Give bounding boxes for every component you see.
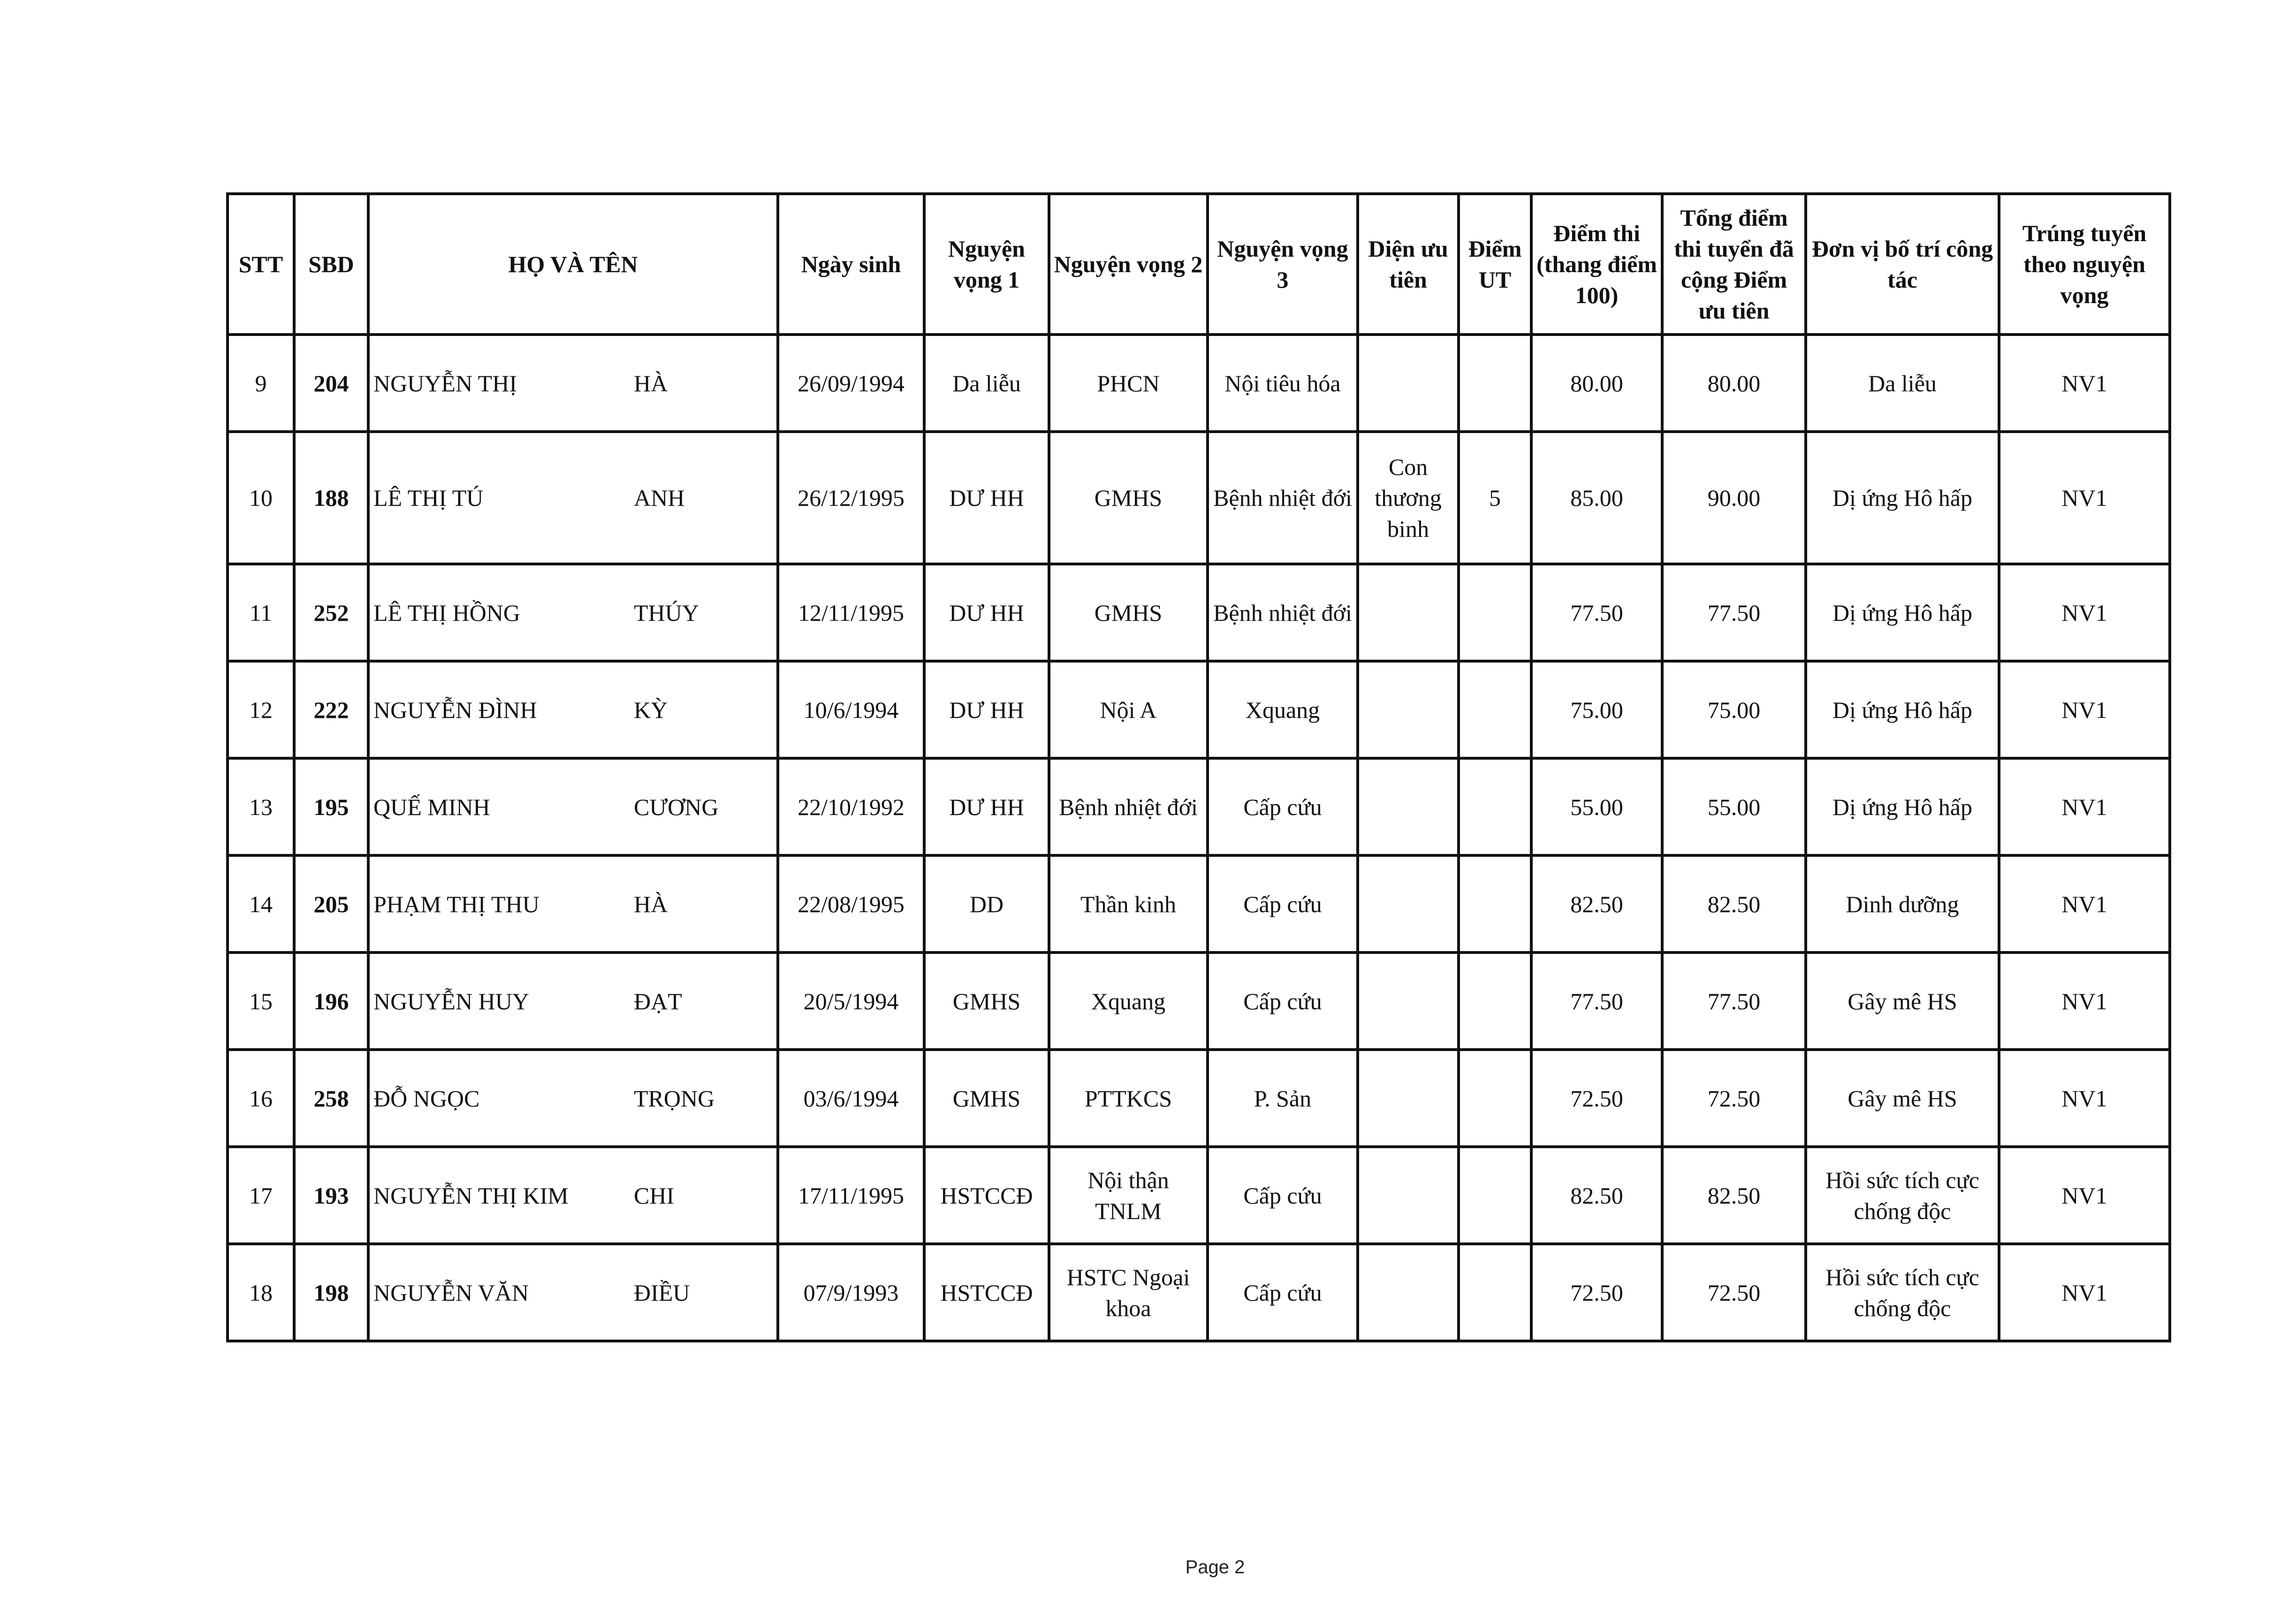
cell-priority-points [1459, 1050, 1531, 1147]
given-name: HÀ [634, 370, 668, 396]
given-name: CHI [634, 1182, 675, 1209]
cell-priority-category [1358, 855, 1459, 952]
cell-full-name [368, 855, 778, 952]
cell-date-of-birth: 03/6/1994 [778, 1050, 924, 1147]
cell-total-score: 82.50 [1662, 855, 1806, 952]
cell-choice-1: DƯ HH [924, 432, 1049, 564]
cell-exam-score: 77.50 [1531, 564, 1662, 661]
table-row [228, 661, 2170, 758]
given-name: TRỌNG [634, 1085, 715, 1112]
cell-assigned-unit: Gây mê HS [1806, 952, 1999, 1050]
cell-admitted-choice: NV1 [1999, 564, 2170, 661]
cell-exam-score: 72.50 [1531, 1050, 1662, 1147]
cell-total-score: 77.50 [1662, 952, 1806, 1050]
cell-choice-2: Xquang [1049, 952, 1208, 1050]
given-name: ANH [634, 485, 685, 511]
cell-choice-1: DƯ HH [924, 661, 1049, 758]
cell-choice-3: Cấp cứu [1208, 1147, 1358, 1244]
table-row [228, 952, 2170, 1050]
family-name: NGUYỄN HUY [373, 988, 529, 1014]
cell-full-name [368, 1050, 778, 1147]
header-admitted-choice: Trúng tuyển theo nguyện vọng [1999, 194, 2170, 335]
cell-full-name [368, 758, 778, 855]
cell-sbd: 222 [294, 661, 368, 758]
family-name: ĐỖ NGỌC [373, 1085, 480, 1112]
cell-full-name [368, 432, 778, 564]
cell-choice-1: DD [924, 855, 1049, 952]
cell-admitted-choice: NV1 [1999, 1050, 2170, 1147]
cell-priority-category [1358, 1244, 1459, 1341]
cell-admitted-choice: NV1 [1999, 855, 2170, 952]
family-name: NGUYỄN THỊ KIM [373, 1182, 569, 1209]
cell-full-name [368, 1244, 778, 1341]
family-name: NGUYỄN ĐÌNH [373, 696, 537, 723]
cell-priority-category [1358, 1147, 1459, 1244]
cell-priority-category [1358, 952, 1459, 1050]
cell-choice-3: Nội tiêu hóa [1208, 335, 1358, 432]
cell-admitted-choice: NV1 [1999, 661, 2170, 758]
family-name: PHẠM THỊ THU [373, 891, 540, 917]
cell-assigned-unit: Dị ứng Hô hấp [1806, 564, 1999, 661]
cell-total-score: 72.50 [1662, 1050, 1806, 1147]
header-full-name: HỌ VÀ TÊN [368, 194, 778, 335]
cell-date-of-birth: 26/09/1994 [778, 335, 924, 432]
cell-sbd: 188 [294, 432, 368, 564]
cell-priority-category [1358, 564, 1459, 661]
header-choice-2: Nguyện vọng 2 [1049, 194, 1208, 335]
cell-exam-score: 82.50 [1531, 1147, 1662, 1244]
cell-exam-score: 82.50 [1531, 855, 1662, 952]
cell-date-of-birth: 10/6/1994 [778, 661, 924, 758]
page-number: Page 2 [1185, 1557, 1245, 1577]
cell-assigned-unit: Dinh dưỡng [1806, 855, 1999, 952]
given-name: KỲ [634, 696, 668, 723]
family-name: QUẾ MINH [373, 793, 490, 820]
cell-exam-score: 85.00 [1531, 432, 1662, 564]
cell-sbd: 252 [294, 564, 368, 661]
given-name: HÀ [634, 891, 668, 917]
results-table [226, 192, 2171, 1342]
cell-stt: 17 [228, 1147, 294, 1244]
cell-choice-2: Thần kinh [1049, 855, 1208, 952]
cell-total-score: 80.00 [1662, 335, 1806, 432]
header-stt: STT [228, 194, 294, 335]
cell-stt: 13 [228, 758, 294, 855]
cell-stt: 18 [228, 1244, 294, 1341]
cell-choice-3: Bệnh nhiệt đới [1208, 564, 1358, 661]
cell-priority-points [1459, 1244, 1531, 1341]
cell-priority-category: Con thương binh [1358, 432, 1459, 564]
cell-date-of-birth: 20/5/1994 [778, 952, 924, 1050]
cell-sbd: 196 [294, 952, 368, 1050]
cell-sbd: 195 [294, 758, 368, 855]
header-priority-points: Điểm UT [1459, 194, 1531, 335]
cell-admitted-choice: NV1 [1999, 1244, 2170, 1341]
given-name: THÚY [634, 599, 699, 626]
cell-choice-2: GMHS [1049, 564, 1208, 661]
table-row [228, 758, 2170, 855]
header-sbd: SBD [294, 194, 368, 335]
cell-full-name [368, 661, 778, 758]
cell-priority-points [1459, 335, 1531, 432]
header-date-of-birth: Ngày sinh [778, 194, 924, 335]
header-choice-1: Nguyện vọng 1 [924, 194, 1049, 335]
given-name: ĐIỀU [634, 1279, 690, 1306]
header-exam-score: Điểm thi (thang điểm 100) [1531, 194, 1662, 335]
family-name: LÊ THỊ HỒNG [373, 599, 520, 626]
cell-sbd: 193 [294, 1147, 368, 1244]
cell-full-name [368, 564, 778, 661]
cell-choice-2: HSTC Ngoại khoa [1049, 1244, 1208, 1341]
header-priority-category: Diện ưu tiên [1358, 194, 1459, 335]
cell-total-score: 55.00 [1662, 758, 1806, 855]
cell-choice-1: GMHS [924, 1050, 1049, 1147]
cell-assigned-unit: Gây mê HS [1806, 1050, 1999, 1147]
cell-choice-3: Cấp cứu [1208, 758, 1358, 855]
cell-choice-1: HSTCCĐ [924, 1147, 1049, 1244]
cell-stt: 11 [228, 564, 294, 661]
cell-assigned-unit: Hồi sức tích cực chống độc [1806, 1244, 1999, 1341]
cell-exam-score: 77.50 [1531, 952, 1662, 1050]
cell-stt: 9 [228, 335, 294, 432]
table-row [228, 1147, 2170, 1244]
cell-choice-2: PHCN [1049, 335, 1208, 432]
cell-choice-2: Nội A [1049, 661, 1208, 758]
cell-stt: 10 [228, 432, 294, 564]
cell-priority-category [1358, 758, 1459, 855]
cell-date-of-birth: 17/11/1995 [778, 1147, 924, 1244]
cell-stt: 12 [228, 661, 294, 758]
header-total-score: Tổng điểm thi tuyển đã cộng Điểm ưu tiên [1662, 194, 1806, 335]
cell-choice-1: Da liễu [924, 335, 1049, 432]
cell-admitted-choice: NV1 [1999, 758, 2170, 855]
cell-admitted-choice: NV1 [1999, 335, 2170, 432]
cell-admitted-choice: NV1 [1999, 952, 2170, 1050]
given-name: CƯƠNG [634, 793, 719, 820]
cell-date-of-birth: 07/9/1993 [778, 1244, 924, 1341]
cell-priority-points [1459, 661, 1531, 758]
cell-full-name [368, 335, 778, 432]
cell-stt: 16 [228, 1050, 294, 1147]
given-name: ĐẠT [634, 988, 682, 1014]
cell-date-of-birth: 26/12/1995 [778, 432, 924, 564]
header-assigned-unit: Đơn vị bố trí công tác [1806, 194, 1999, 335]
cell-total-score: 90.00 [1662, 432, 1806, 564]
cell-priority-points [1459, 952, 1531, 1050]
cell-stt: 15 [228, 952, 294, 1050]
table-row [228, 335, 2170, 432]
cell-choice-2: GMHS [1049, 432, 1208, 564]
table-row [228, 1244, 2170, 1341]
table-row [228, 564, 2170, 661]
table-row [228, 855, 2170, 952]
cell-priority-points [1459, 564, 1531, 661]
cell-choice-1: DƯ HH [924, 758, 1049, 855]
cell-choice-3: Cấp cứu [1208, 952, 1358, 1050]
cell-choice-2: Nội thận TNLM [1049, 1147, 1208, 1244]
cell-priority-points: 5 [1459, 432, 1531, 564]
cell-priority-points [1459, 758, 1531, 855]
cell-admitted-choice: NV1 [1999, 432, 2170, 564]
family-name: LÊ THỊ TÚ [373, 485, 484, 511]
cell-date-of-birth: 12/11/1995 [778, 564, 924, 661]
family-name: NGUYỄN THỊ [373, 370, 517, 396]
cell-priority-category [1358, 335, 1459, 432]
cell-choice-3: Cấp cứu [1208, 1244, 1358, 1341]
cell-choice-1: DƯ HH [924, 564, 1049, 661]
cell-sbd: 205 [294, 855, 368, 952]
cell-full-name [368, 1147, 778, 1244]
cell-total-score: 72.50 [1662, 1244, 1806, 1341]
cell-total-score: 75.00 [1662, 661, 1806, 758]
cell-choice-3: Xquang [1208, 661, 1358, 758]
cell-assigned-unit: Hồi sức tích cực chống độc [1806, 1147, 1999, 1244]
cell-total-score: 77.50 [1662, 564, 1806, 661]
cell-stt: 14 [228, 855, 294, 952]
cell-priority-points [1459, 1147, 1531, 1244]
cell-choice-3: Bệnh nhiệt đới [1208, 432, 1358, 564]
cell-assigned-unit: Dị ứng Hô hấp [1806, 432, 1999, 564]
cell-assigned-unit: Dị ứng Hô hấp [1806, 758, 1999, 855]
cell-admitted-choice: NV1 [1999, 1147, 2170, 1244]
cell-date-of-birth: 22/10/1992 [778, 758, 924, 855]
cell-choice-2: Bệnh nhiệt đới [1049, 758, 1208, 855]
cell-assigned-unit: Dị ứng Hô hấp [1806, 661, 1999, 758]
cell-full-name [368, 952, 778, 1050]
cell-sbd: 258 [294, 1050, 368, 1147]
cell-total-score: 82.50 [1662, 1147, 1806, 1244]
cell-exam-score: 55.00 [1531, 758, 1662, 855]
header-choice-3: Nguyện vọng 3 [1208, 194, 1358, 335]
cell-exam-score: 72.50 [1531, 1244, 1662, 1341]
cell-exam-score: 80.00 [1531, 335, 1662, 432]
cell-choice-2: PTTKCS [1049, 1050, 1208, 1147]
cell-choice-3: Cấp cứu [1208, 855, 1358, 952]
table-row [228, 1050, 2170, 1147]
cell-date-of-birth: 22/08/1995 [778, 855, 924, 952]
cell-priority-category [1358, 1050, 1459, 1147]
cell-sbd: 204 [294, 335, 368, 432]
cell-priority-category [1358, 661, 1459, 758]
table-body [228, 335, 2170, 1341]
cell-choice-1: HSTCCĐ [924, 1244, 1049, 1341]
header-row [228, 194, 2170, 335]
cell-sbd: 198 [294, 1244, 368, 1341]
cell-priority-points [1459, 855, 1531, 952]
cell-choice-3: P. Sản [1208, 1050, 1358, 1147]
cell-assigned-unit: Da liễu [1806, 335, 1999, 432]
cell-choice-1: GMHS [924, 952, 1049, 1050]
family-name: NGUYỄN VĂN [373, 1279, 529, 1306]
table-row [228, 432, 2170, 564]
cell-exam-score: 75.00 [1531, 661, 1662, 758]
